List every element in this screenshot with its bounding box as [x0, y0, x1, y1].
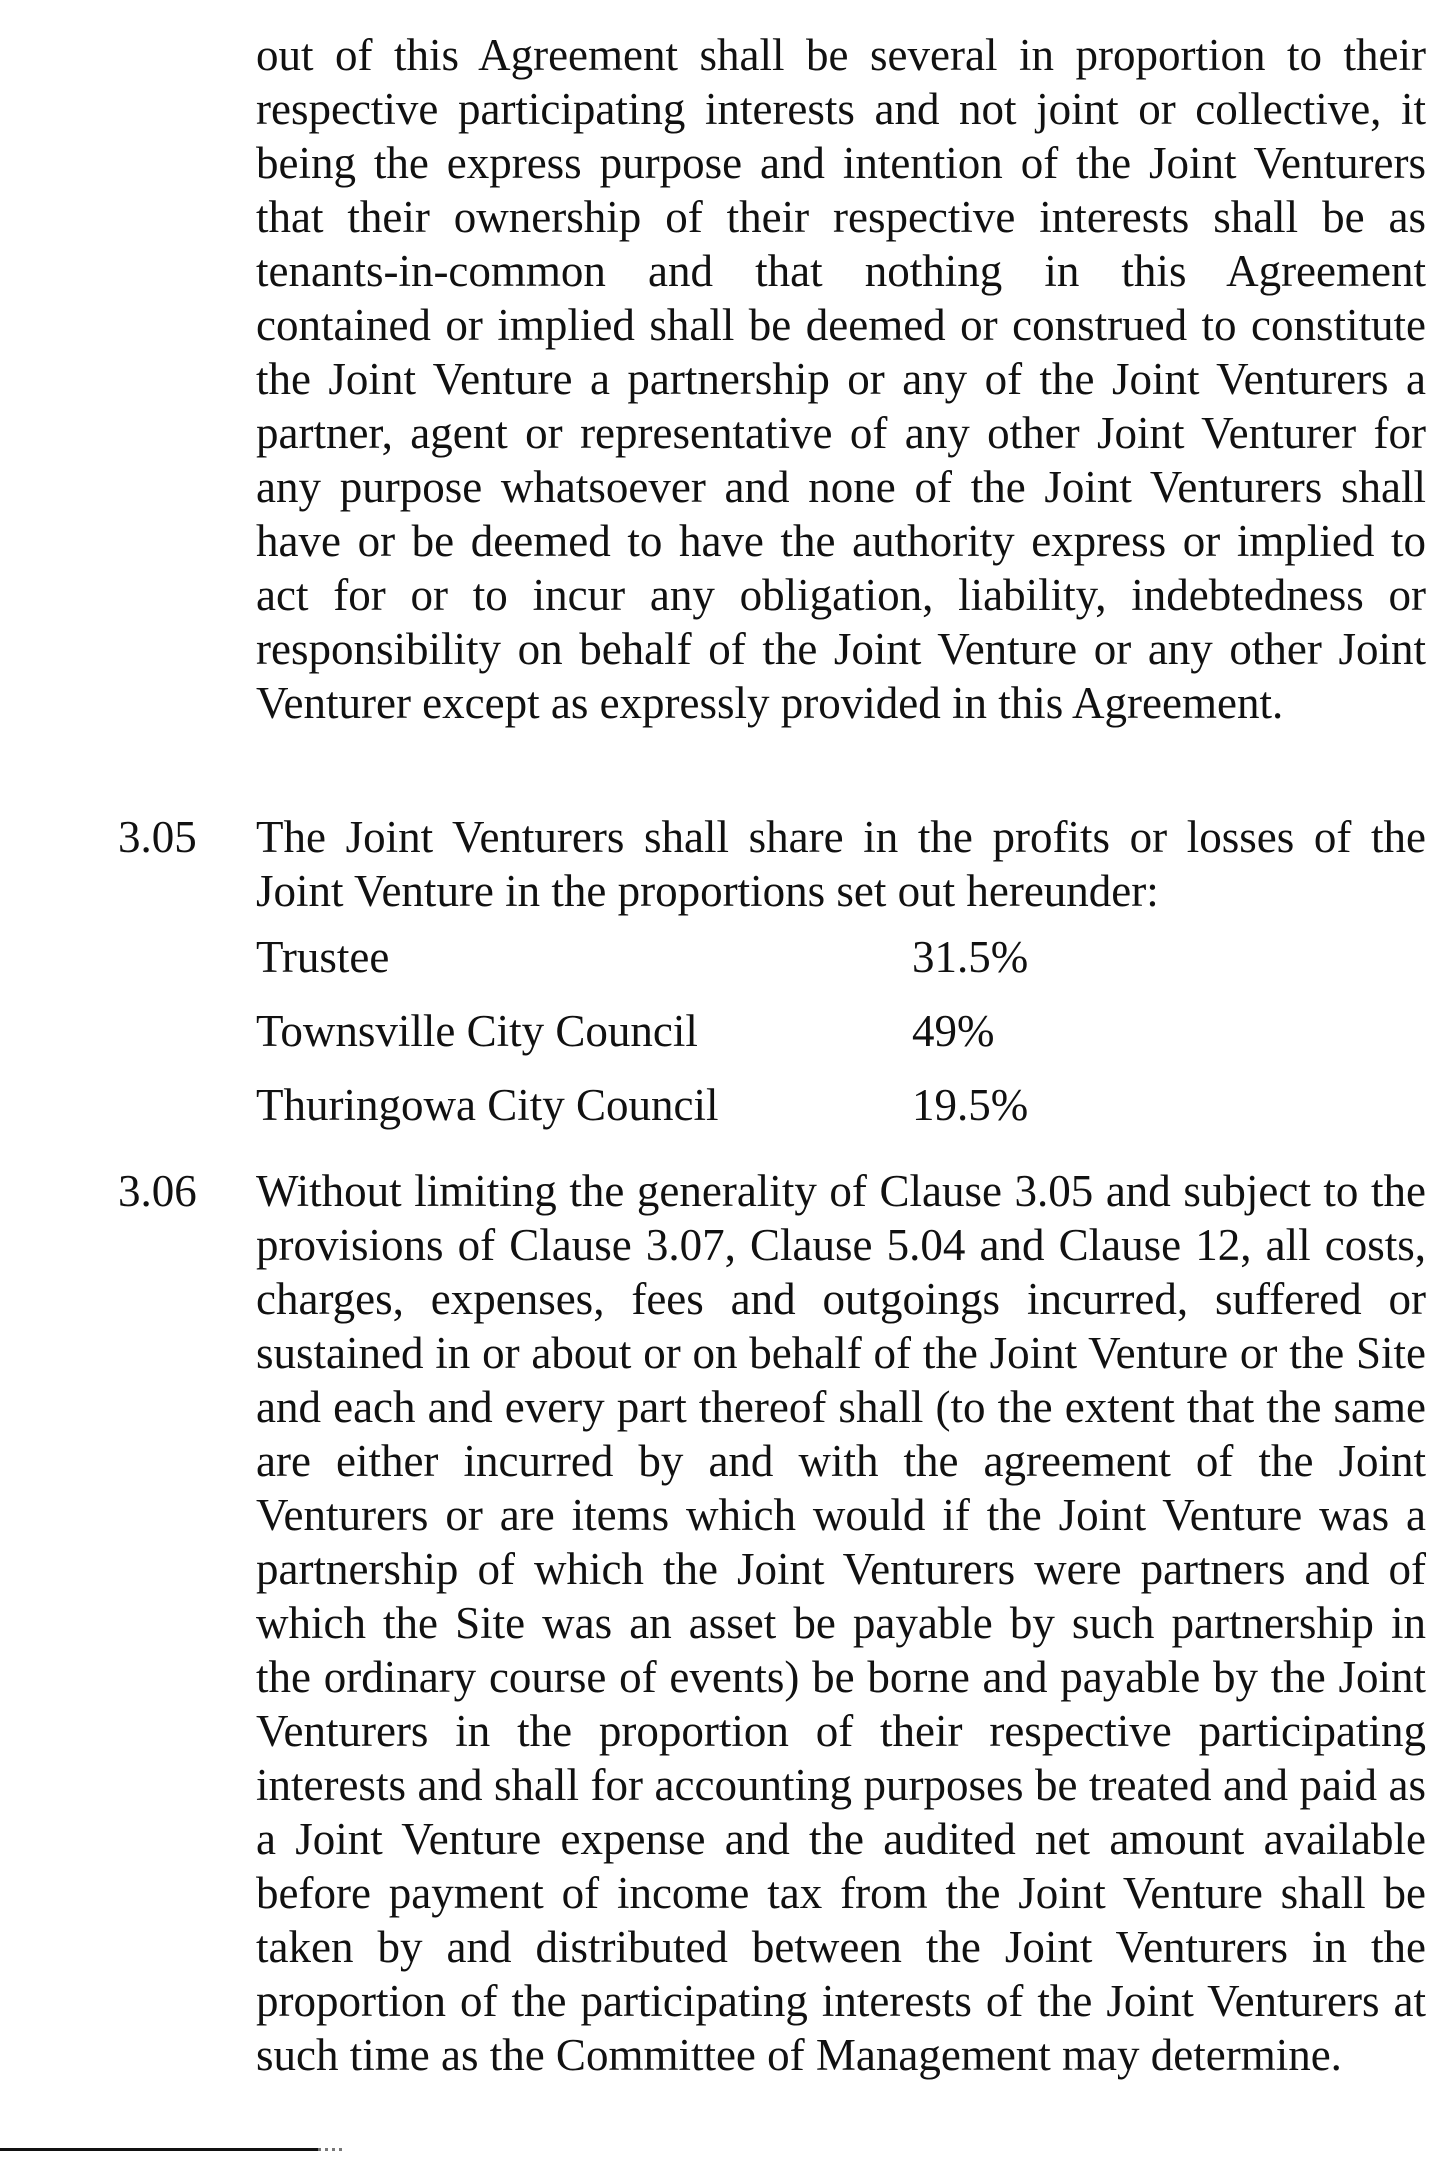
share-row	[256, 1004, 1156, 1078]
share-row	[256, 930, 1156, 1004]
share-party: Townsville City Council	[256, 1006, 698, 1056]
share-percent: 19.5%	[912, 1080, 1029, 1130]
footnote-divider	[0, 2148, 318, 2151]
share-party: Trustee	[256, 932, 390, 982]
share-party: Thuringowa City Council	[256, 1080, 719, 1130]
clause-number: 3.05	[118, 812, 197, 862]
share-row	[256, 1078, 1156, 1152]
profit-share-table	[256, 930, 1156, 1152]
clause-number: 3.06	[118, 1166, 197, 1216]
clause-text: The Joint Venturers shall share in the profits or losses of the Joint Venture in the proportions set out hereunder:	[256, 812, 1426, 916]
share-percent: 49%	[912, 1006, 995, 1056]
share-percent: 31.5%	[912, 932, 1029, 982]
continuation-paragraph: out of this Agreement shall be several in proportion to their respective participating interests and not joint or collective, it being the express purpose and intention of the Joint Venturers that their ownership of their respective interests shall be as tenants-in-common and that nothing in this Agreement contained or implied shall be deemed or construed to constitute the Joint Venture a partnership or any of the Joint Venturers a partner, agent or representative of any other Joint Venturer for any purpose whatsoever and none of the Joint Venturers shall have or be deemed to have the authority express or implied to act for or to incur any obligation, liability, indebtedness or responsibility on behalf of the Joint Venture or any other Joint Venturer except as expressly provided in this Agreement.	[256, 30, 1426, 728]
clause-text: Without limiting the generality of Clause 3.05 and subject to the provisions of Clause 3.07, Clause 5.04 and Clause 12, all costs, charges, expenses, fees and outgoings incurred, suffered or sustained in or about or on behalf of the Joint Venture or the Site and each and every part thereof shall (to the extent that the same are either incurred by and with the agreement of the Joint Venturers or are items which would if the Joint Venture was a partnership of which the Joint Venturers were partners and of which the Site was an asset be payable by such partnership in the ordinary course of events) be borne and payable by the Joint Venturers in the proportion of their respective participating interests and shall for accounting purposes be treated and paid as a Joint Venture expense and the audited net amount available before payment of income tax from the Joint Venture shall be taken by and distributed between the Joint Venturers in the proportion of the participating interests of the Joint Venturers at such time as the Committee of Management may determine.	[256, 1166, 1426, 2080]
footnote-divider-dots	[318, 2148, 342, 2151]
